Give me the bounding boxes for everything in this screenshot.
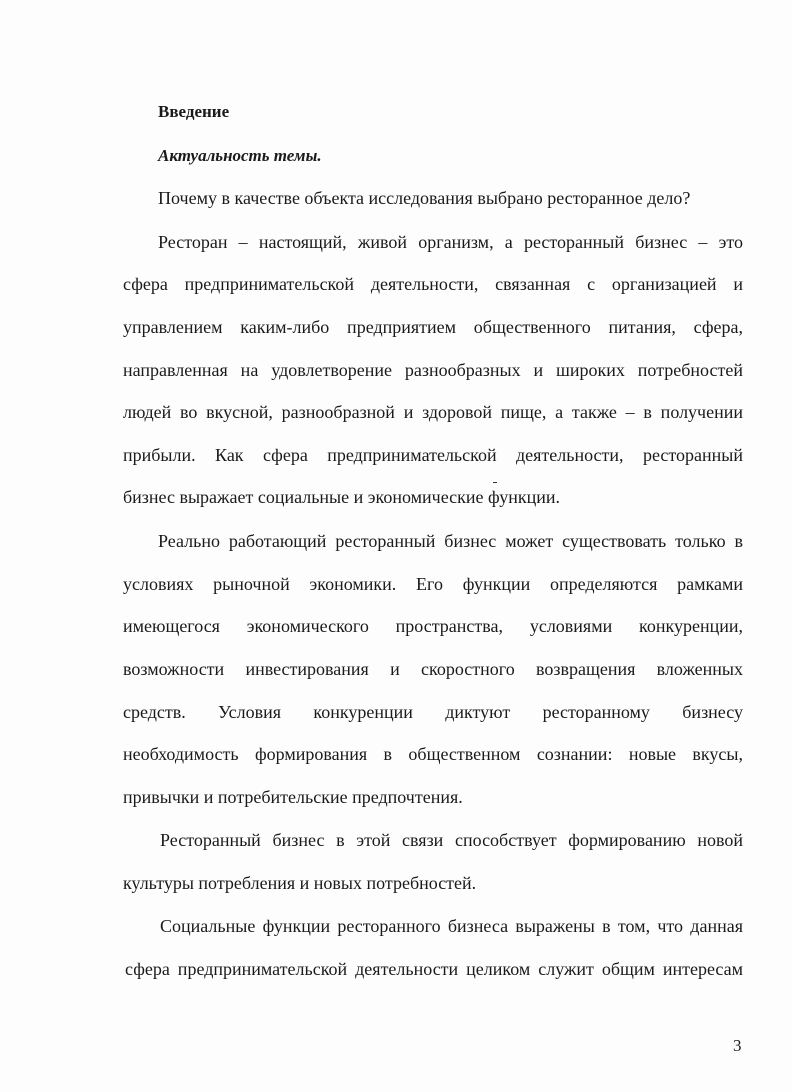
paragraph-line: возможности инвестирования и скоростного возвращения вложенных <box>123 659 743 679</box>
paragraph-line: необходимость формирования в общественном сознании: новые вкусы, <box>123 744 743 764</box>
paragraph-line: сфера предпринимательской деятельности целиком служит общим интересам <box>125 959 743 979</box>
paragraph-line: привычки и потребительские предпочтения. <box>123 787 463 807</box>
paragraph-line: людей во вкусной, разнообразной и здоровой пище, а также – в получении <box>123 402 743 422</box>
paragraph-line: Социальные функции ресторанного бизнеса выражены в том, что данная <box>160 916 743 936</box>
paragraph-line: управлением каким-либо предприятием общественного питания, сфера, <box>123 317 743 337</box>
paragraph-line: Ресторан – настоящий, живой организм, а ресторанный бизнес – это <box>158 232 743 252</box>
paragraph-line: Реально работающий ресторанный бизнес может существовать только в <box>158 531 743 551</box>
scan-speck <box>493 482 497 483</box>
paragraph-line: культуры потребления и новых потребностей. <box>123 873 477 893</box>
paragraph-line: бизнес выражает социальные и экономические функции. <box>123 487 560 507</box>
paragraph-line: прибыли. Как сфера предпринимательской деятельности, ресторанный <box>123 445 743 465</box>
paragraph-line: направленная на удовлетворение разнообразных и широких потребностей <box>123 360 743 380</box>
section-subheading: Актуальность темы. <box>158 146 322 165</box>
paragraph-line: Почему в качестве объекта исследования выбрано ресторанное дело? <box>158 188 691 208</box>
paragraph-line: сфера предпринимательской деятельности, связанная с организацией и <box>123 274 743 294</box>
paragraph-line: имеющегося экономического пространства, условиями конкуренции, <box>123 616 743 636</box>
paragraph-line: средств. Условия конкуренции диктуют ресторанному бизнесу <box>123 702 743 722</box>
section-heading: Введение <box>158 102 230 121</box>
paragraph-line: условиях рыночной экономики. Его функции определяются рамками <box>123 574 743 594</box>
page-number: 3 <box>733 1036 742 1055</box>
paragraph-line: Ресторанный бизнес в этой связи способствует формированию новой <box>160 830 743 850</box>
